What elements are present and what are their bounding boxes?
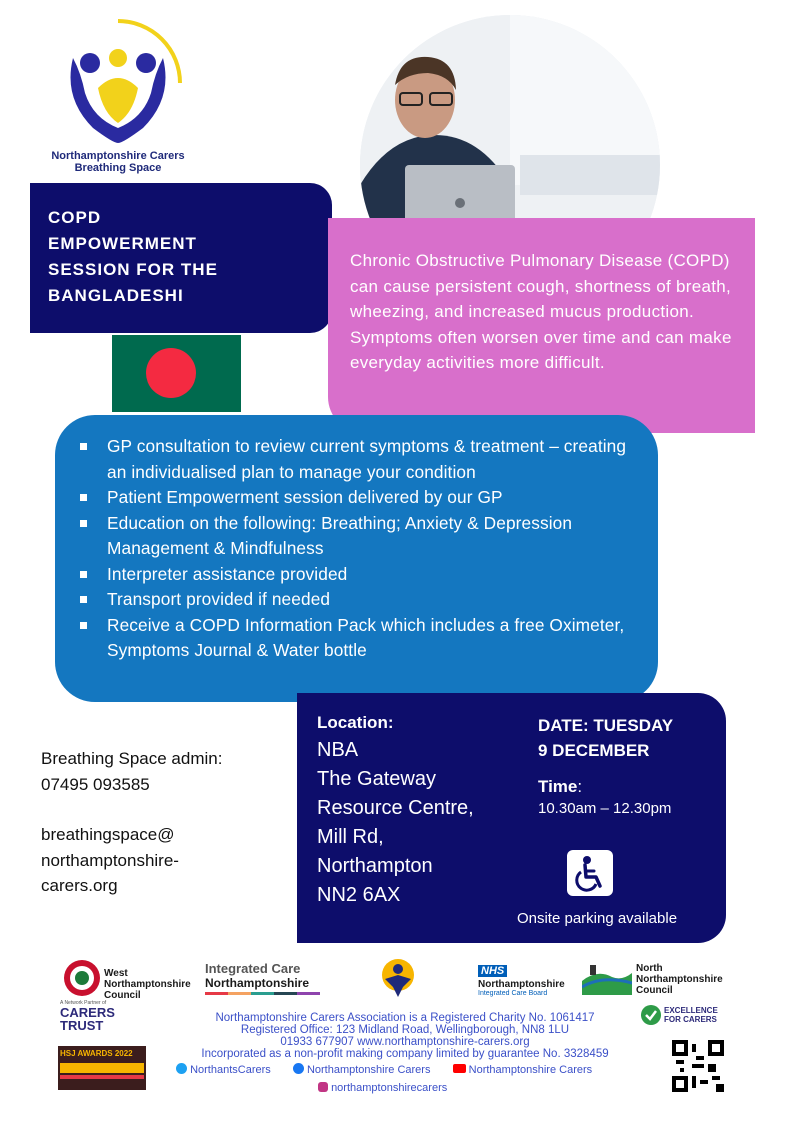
instagram-icon [318,1082,328,1092]
title-line-2: EMPOWERMENT [48,234,197,253]
twitter-icon [176,1063,187,1074]
breathing-space-logo [48,18,188,174]
list-item: Patient Empowerment session delivered by our GP [107,485,638,511]
copd-description: Chronic Obstructive Pulmonary Disease (COPD) can cause persistent cough, shortness of breath, wheezing, and increased mucus production. Symptoms often worsen over time and can make everyday activities more difficult. [350,251,732,372]
company-number: Incorporated as a non-profit making company limited by guarantee No. 3328459 [201,1048,609,1060]
qr-code-icon[interactable] [672,1040,724,1092]
location-label: Location: [317,713,394,732]
date-time-column [538,713,718,817]
time-label: Time: [538,777,583,796]
registered-office: Registered Office: 123 Midland Road, Wellingborough, NN8 1LU [240,1024,570,1036]
address-line: Resource Centre, [317,797,474,819]
carers-trust-logo: A Network Partner of CARERS TRUST [60,1000,115,1033]
address-line: Mill Rd, [317,826,384,848]
list-item: Receive a COPD Information Pack which includes a free Oximeter, Symptoms Journal & Water bottle [107,613,638,664]
title-line-1: COPD [48,208,102,227]
benefits-panel [55,415,658,702]
west-council-emblem-icon [62,958,102,998]
instagram-handle[interactable]: northamptonshirecarers [331,1082,448,1094]
contact-details [41,746,281,899]
charity-number: Northamptonshire Carers Association is a Registered Charity No. 1061417 [215,1012,595,1024]
location-column [317,713,522,910]
event-details-panel [297,693,726,943]
nhs-northamptonshire-logo: NHS Northamptonshire Integrated Care Board [478,965,565,997]
address-line: Northampton [317,855,433,877]
childrens-trust-icon [373,957,423,1003]
carers-logo-icon [53,18,183,148]
address-line: NBA [317,739,359,761]
logo-caption-line1: Northamptonshire Carers [51,150,185,162]
youtube-icon [453,1064,466,1073]
bangladesh-flag-icon [112,335,241,412]
instagram-row [318,1082,447,1094]
north-council-emblem-icon [582,961,632,995]
square-bullet-icon [80,494,87,501]
twitter-handle[interactable]: NorthantsCarers [190,1064,271,1076]
social-row [176,1063,592,1076]
title-line-4: BANGLADESHI [48,286,184,305]
square-bullet-icon [80,443,87,450]
integrated-care-logo: Integrated Care Northamptonshire [205,961,320,995]
address-line: The Gateway [317,768,436,790]
admin-label: Breathing Space admin: [41,749,223,768]
facebook-icon [293,1063,304,1074]
checkmark-badge-icon [640,1004,662,1026]
event-date: DATE: TUESDAY 9 DECEMBER [538,716,674,760]
logo-caption-line2: Breathing Space [74,162,162,174]
hsj-award-badge: HSJ AWARDS 2022 [58,1046,146,1090]
list-item: Transport provided if needed [107,587,638,613]
time-value: 10.30am – 12.30pm [538,800,672,817]
list-item: Education on the following: Breathing; Anxiety & Depression Management & Mindfulness [107,511,638,562]
youtube-handle[interactable]: Northamptonshire Carers [468,1064,593,1076]
title-line-3: SESSION FOR THE [48,260,218,279]
square-bullet-icon [80,571,87,578]
copd-description-panel [328,218,755,433]
flag-red-disc [146,348,196,398]
address-line: NN2 6AX [317,884,401,906]
wheelchair-accessible-icon [567,850,613,896]
session-title-panel [30,183,332,333]
square-bullet-icon [80,622,87,629]
phone-website[interactable]: 01933 677907 www.northamptonshire-carers.org [280,1036,530,1048]
list-item: Interpreter assistance provided [107,562,638,588]
email-link[interactable]: breathingspace@ northamptonshire- carers.org [41,825,179,895]
footer: West Northamptonshire Council Integrated Care Northamptonshire NHS Northamptonshire Integrated Care Board North Northamptonshire Council A Network Partner of CARERS TRUST HSJ AWARDS 2022 EXCELLENCE FOR CARERS Northamptonshire Carers Association is a Registered Charity No. 1061417 Registered Office: 123 Midland Road, Wellingborough, NN8 1LU 01933 677907 www.northamptonshire-carers.org Incorporated as a non-profit making company limited by guarantee No. 3328459 NorthantsCarers Northamptonshire Carers Northamptonshire Carers northamptonshirecarers [0,955,794,1115]
square-bullet-icon [80,596,87,603]
parking-note: Onsite parking available [516,910,678,927]
facebook-handle[interactable]: Northamptonshire Carers [306,1064,431,1076]
admin-phone[interactable]: 07495 093585 [41,774,150,794]
list-item: GP consultation to review current symptoms & treatment – creating an individualised plan to manage your condition [107,434,638,485]
benefits-list [107,434,638,664]
square-bullet-icon [80,520,87,527]
